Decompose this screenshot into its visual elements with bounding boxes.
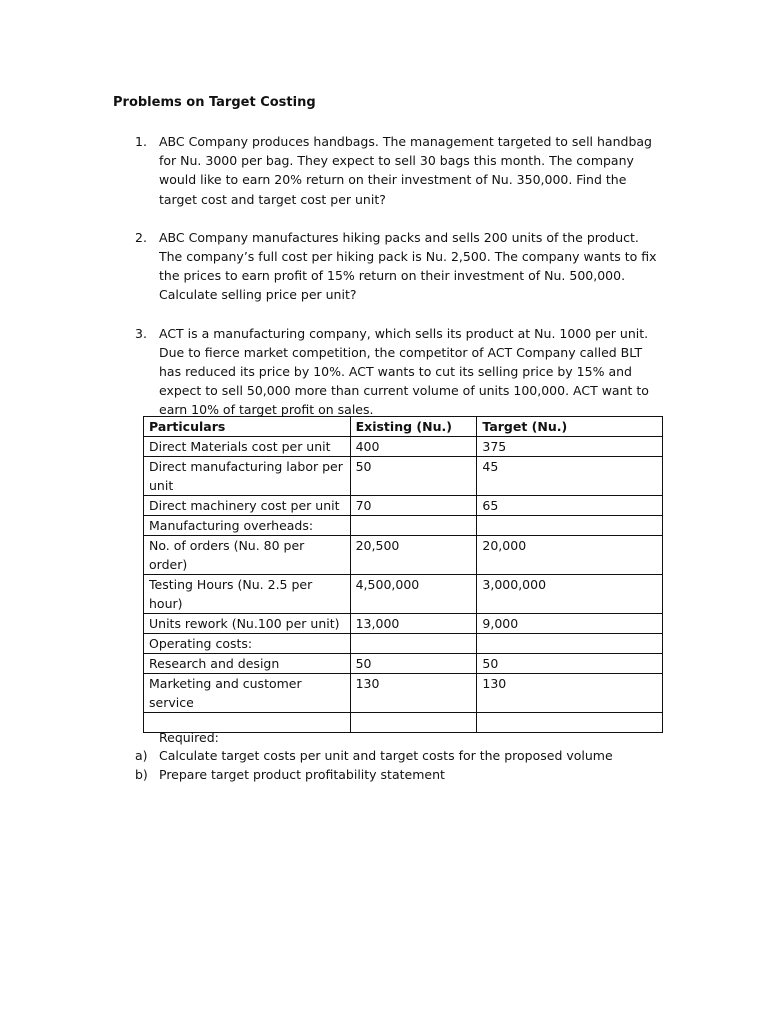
existing-cell: 50 <box>350 457 477 496</box>
table-row <box>144 437 663 457</box>
required-list <box>135 746 675 784</box>
existing-cell: 20,500 <box>350 536 477 575</box>
table-row <box>144 496 663 516</box>
problem-text: ACT is a manufacturing company, which sells its product at Nu. 1000 per unit. Due to fierce market competition, the competitor of ACT Company called BLT has reduced its price by 10%. ACT wants to cut its selling price by 15% and expect to sell 50,000 more than current volume of units 100,000. ACT want to earn 10% of target profit on sales. <box>159 325 649 418</box>
problem-item-1 <box>133 132 663 209</box>
problem-text: ABC Company manufactures hiking packs and sells 200 units of the product. The company’s full cost per hiking pack is Nu. 2,500. The company wants to fix the prices to earn profit of 15% return on their investment of Nu. 500,000. Calculate selling price per unit? <box>159 229 657 303</box>
cost-table <box>143 416 663 733</box>
table-row <box>144 457 663 496</box>
existing-cell: 70 <box>350 496 477 516</box>
required-item-b <box>135 765 675 784</box>
existing-cell: 130 <box>350 674 477 713</box>
target-cell: 130 <box>477 674 663 713</box>
table-row <box>144 575 663 614</box>
target-cell: 375 <box>477 437 663 457</box>
table-row <box>144 536 663 575</box>
particulars-cell: Manufacturing overheads: <box>144 516 351 536</box>
column-header-particulars: Particulars <box>144 417 351 437</box>
problem-item-3 <box>133 324 663 420</box>
table-header-row <box>144 417 663 437</box>
table-row <box>144 654 663 674</box>
particulars-cell: Testing Hours (Nu. 2.5 per hour) <box>144 575 351 614</box>
particulars-cell: Units rework (Nu.100 per unit) <box>144 614 351 634</box>
particulars-cell: Research and design <box>144 654 351 674</box>
particulars-cell: Direct manufacturing labor per unit <box>144 457 351 496</box>
problem-list <box>133 132 663 420</box>
problem-number: 2. <box>135 229 147 245</box>
table-row <box>144 516 663 536</box>
table-row-empty <box>144 713 663 733</box>
column-header-target: Target (Nu.) <box>477 417 663 437</box>
problem-number: 3. <box>135 325 147 341</box>
table-row <box>144 634 663 654</box>
target-cell: 45 <box>477 457 663 496</box>
existing-cell: 4,500,000 <box>350 575 477 614</box>
required-text: Prepare target product profitability statement <box>159 767 445 782</box>
target-cell <box>477 516 663 536</box>
existing-cell: 13,000 <box>350 614 477 634</box>
problem-text: ABC Company produces handbags. The management targeted to sell handbag for Nu. 3000 per bag. They expect to sell 30 bags this month. The company would like to earn 20% return on their investment of Nu. 350,000. Find the target cost and target cost per unit? <box>159 134 652 207</box>
particulars-cell: Direct Materials cost per unit <box>144 437 351 457</box>
required-heading: Required: <box>159 730 219 745</box>
column-header-existing: Existing (Nu.) <box>350 417 477 437</box>
existing-cell: 50 <box>350 654 477 674</box>
target-cell <box>477 634 663 654</box>
table-row <box>144 674 663 713</box>
target-cell: 50 <box>477 654 663 674</box>
particulars-cell: Direct machinery cost per unit <box>144 496 351 516</box>
target-cell: 65 <box>477 496 663 516</box>
target-cell: 3,000,000 <box>477 575 663 614</box>
existing-cell <box>350 516 477 536</box>
problem-item-2 <box>133 228 663 305</box>
particulars-cell: Marketing and customer service <box>144 674 351 713</box>
required-text: Calculate target costs per unit and target costs for the proposed volume <box>159 748 613 763</box>
required-item-a <box>135 746 675 765</box>
required-letter: b) <box>135 767 148 782</box>
target-cell: 20,000 <box>477 536 663 575</box>
problem-number: 1. <box>135 134 147 149</box>
particulars-cell: No. of orders (Nu. 80 per order) <box>144 536 351 575</box>
existing-cell: 400 <box>350 437 477 457</box>
target-cell <box>477 713 663 733</box>
required-letter: a) <box>135 748 148 763</box>
document-title: Problems on Target Costing <box>113 95 316 110</box>
existing-cell <box>350 634 477 654</box>
target-cell: 9,000 <box>477 614 663 634</box>
particulars-cell: Operating costs: <box>144 634 351 654</box>
existing-cell <box>350 713 477 733</box>
table-row <box>144 614 663 634</box>
